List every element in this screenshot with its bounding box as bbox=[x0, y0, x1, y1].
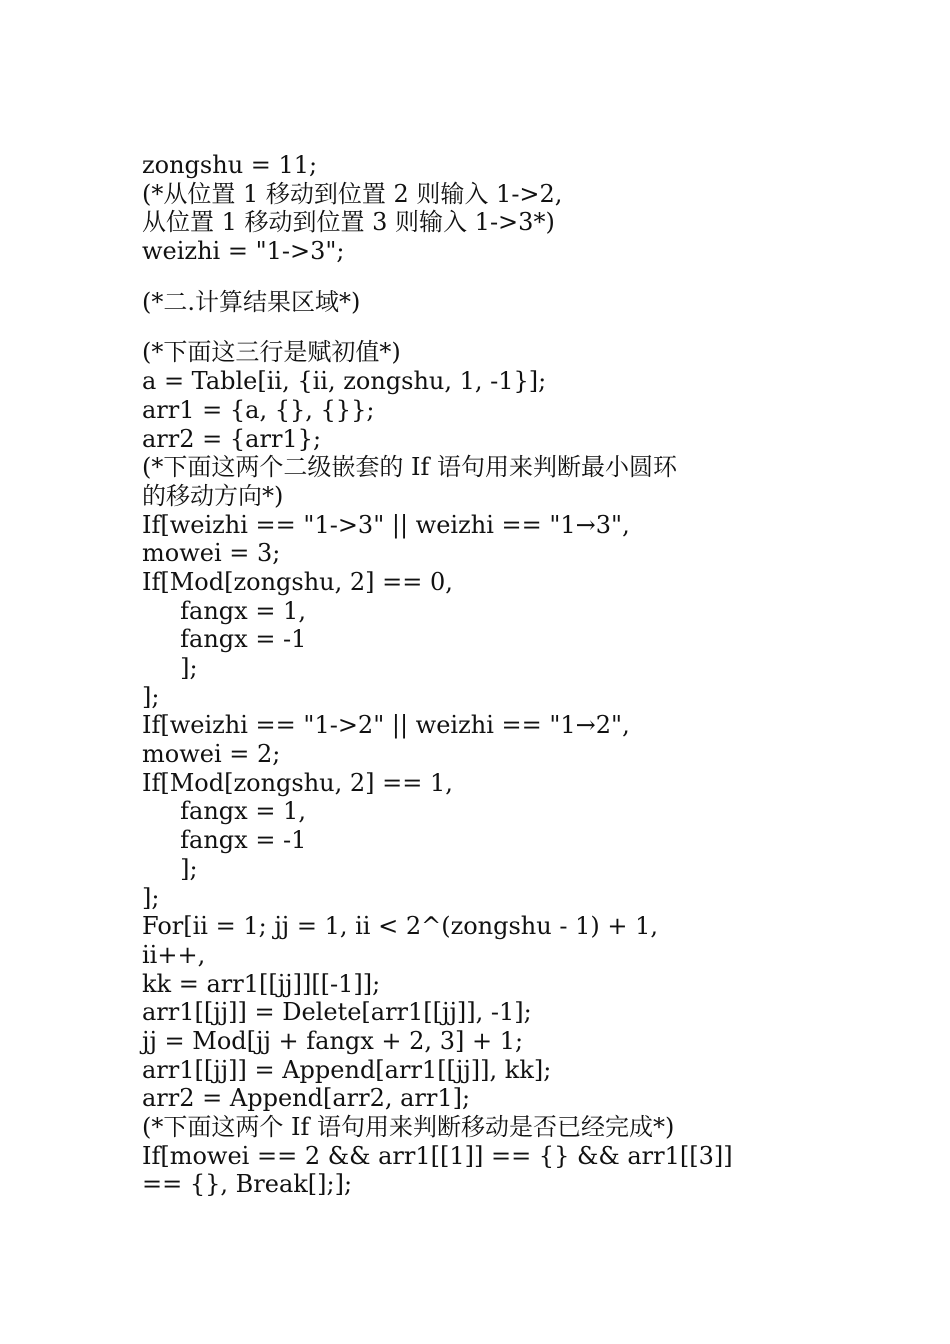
code-line: arr2 = Append[arr2, arr1]; bbox=[142, 1084, 471, 1113]
code-line: fangx = -1 bbox=[142, 826, 307, 855]
code-line: ii++, bbox=[142, 940, 206, 969]
block-section-heading bbox=[142, 288, 802, 317]
code-line: weizhi = "1->3"; bbox=[142, 237, 345, 266]
code-line: fangx = 1, bbox=[142, 797, 306, 826]
section-heading: (*二.计算结果区域*) bbox=[142, 287, 361, 316]
code-line: If[mowei == 2 && arr1[[1]] == {} && arr1[[3]] bbox=[142, 1141, 733, 1170]
code-line: If[weizhi == "1->2" || weizhi == "1→2", bbox=[142, 711, 630, 740]
comment-line: 的移动方向*) bbox=[142, 481, 284, 510]
code-document bbox=[142, 151, 802, 1199]
code-line: arr1 = {a, {}, {}}; bbox=[142, 395, 375, 424]
comment-line: 从位置 1 移动到位置 3 则输入 1->3*) bbox=[142, 208, 555, 237]
code-line: mowei = 2; bbox=[142, 740, 281, 769]
code-line: == {}, Break[];]; bbox=[142, 1170, 353, 1199]
code-line: a = Table[ii, {ii, zongshu, 1, -1}]; bbox=[142, 367, 547, 396]
comment-line: (*下面这三行是赋初值*) bbox=[142, 338, 401, 367]
code-line: If[weizhi == "1->3" || weizhi == "1→3", bbox=[142, 510, 630, 539]
code-line: fangx = -1 bbox=[142, 625, 307, 654]
comment-line: (*下面这两个二级嵌套的 If 语句用来判断最小圆环 bbox=[142, 453, 677, 482]
spacer bbox=[142, 316, 802, 338]
code-line: kk = arr1[[jj]][[-1]]; bbox=[142, 969, 381, 998]
code-line: mowei = 3; bbox=[142, 539, 281, 568]
code-line: jj = Mod[jj + fangx + 2, 3] + 1; bbox=[142, 1026, 524, 1055]
code-line: If[Mod[zongshu, 2] == 1, bbox=[142, 768, 453, 797]
code-line: fangx = 1, bbox=[142, 596, 306, 625]
code-line: ]; bbox=[142, 682, 160, 711]
code-line: For[ii = 1; jj = 1, ii < 2^(zongshu - 1) + 1, bbox=[142, 912, 658, 941]
block-settings bbox=[142, 151, 802, 266]
block-computation bbox=[142, 338, 802, 1199]
comment-line: (*从位置 1 移动到位置 2 则输入 1->2, bbox=[142, 179, 563, 208]
spacer bbox=[142, 266, 802, 288]
comment-line: (*下面这两个 If 语句用来判断移动是否已经完成*) bbox=[142, 1113, 675, 1141]
code-line: arr1[[jj]] = Delete[arr1[[jj]], -1]; bbox=[142, 998, 532, 1027]
code-line: arr1[[jj]] = Append[arr1[[jj]], kk]; bbox=[142, 1055, 552, 1084]
code-line: arr2 = {arr1}; bbox=[142, 424, 322, 453]
code-line: ]; bbox=[142, 854, 198, 883]
code-line: ]; bbox=[142, 654, 198, 682]
code-line: ]; bbox=[142, 883, 160, 912]
code-line: If[Mod[zongshu, 2] == 0, bbox=[142, 567, 453, 596]
code-line: zongshu = 11; bbox=[142, 151, 318, 179]
